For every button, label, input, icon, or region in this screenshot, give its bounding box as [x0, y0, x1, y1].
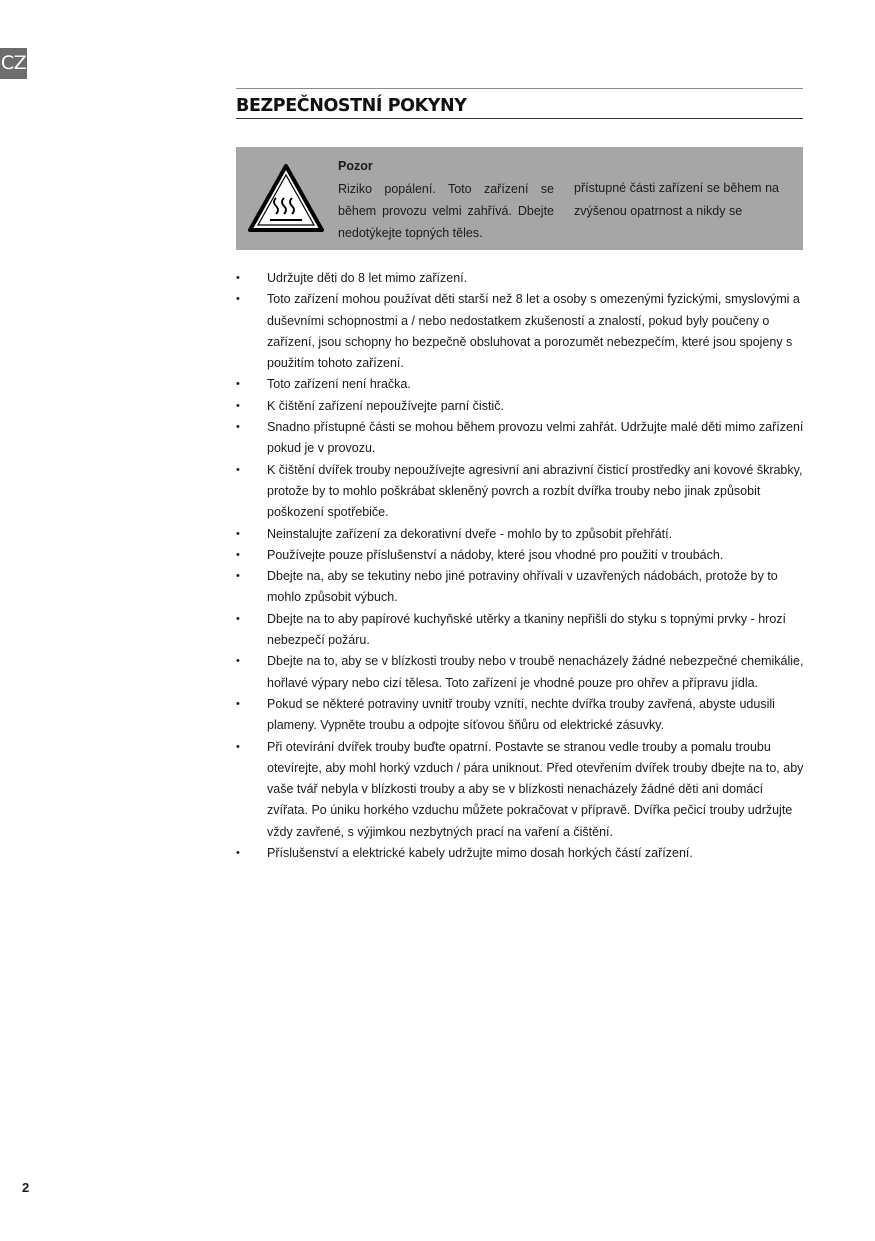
page-number: 2 — [22, 1180, 30, 1195]
list-item — [236, 417, 806, 460]
list-item-text: Neinstalujte zařízení za dekorativní dveře - mohlo by to způsobit přehřátí. — [267, 526, 673, 541]
title-rule-bottom — [236, 118, 803, 119]
list-item — [236, 545, 806, 566]
list-item — [236, 737, 806, 843]
bullet-marker: • — [236, 548, 240, 561]
bullet-marker: • — [236, 378, 240, 391]
list-item-text: Používejte pouze příslušenství a nádoby, které jsou vhodné pro použití v troubách. — [267, 547, 724, 562]
list-item-text: Snadno přístupné části se mohou během provozu velmi zahřát. Udržujte malé děti mimo zařízení pokud je v provozu. — [267, 420, 804, 456]
warning-box — [236, 147, 803, 250]
list-item — [236, 651, 806, 694]
safety-instructions-list — [236, 268, 806, 864]
bullet-marker: • — [236, 697, 240, 710]
bullet-marker: • — [236, 847, 240, 860]
list-item-text: Udržujte děti do 8 let mimo zařízení. — [267, 271, 468, 285]
list-item — [236, 396, 806, 417]
bullet-marker: • — [236, 421, 240, 434]
bullet-marker: • — [236, 570, 240, 583]
warning-text-right: přístupné části zařízení se během na zvýšenou opatrnost a nikdy se — [574, 181, 779, 218]
bullet-marker: • — [236, 612, 240, 625]
list-item-text: Při otevírání dvířek trouby buďte opatrní. Postavte se stranou vedle trouby a pomalu troubu otevírejte, aby mohl horký vzduch / pára uniknout. Před otevřením dvířek trouby dbejte na to, aby vaše tvář nebyla v blízkosti trouby a aby se v blízkosti nenacházely žádné děti ani domácí zvířata. Po úniku horkého vzduchu můžete pokračovat v přípravě. Dvířka pečicí trouby udržujte vždy zavřené, s výjimkou nezbytných prací na vaření a čištění. — [267, 739, 804, 839]
bullet-marker: • — [236, 527, 240, 540]
bullet-marker: • — [236, 293, 240, 306]
list-item-text: Dbejte na to, aby se v blízkosti trouby nebo v troubě nenacházely žádné nebezpečné chemikálie, hořlavé výpary nebo cizí tělesa. Toto zařízení je vhodné pouze pro ohřev a přípravu jídla. — [267, 654, 804, 690]
list-item — [236, 460, 806, 524]
list-item-text: Pokud se některé potraviny uvnitř trouby vznítí, nechte dvířka trouby zavřená, abyste udusili plameny. Vypněte troubu a odpojte síťovou šňůru od elektrické zásuvky. — [267, 696, 775, 733]
list-item — [236, 694, 806, 737]
bullet-marker: • — [236, 399, 240, 412]
warning-heading: Pozor — [338, 159, 373, 173]
list-item-text: Toto zařízení mohou používat děti starší než 8 let a osoby s omezenými fyzickými, smyslovými a duševními schopnostmi a / nebo nedostatkem zkušeností a znalostí, pokud byly poučeny o zařízení, jsou schopny ho bezpečně obsluhovat a porozumět nebezpečím, které jsou spojeny s použitím tohoto zařízení. — [267, 292, 800, 371]
list-item-text: Dbejte na, aby se tekutiny nebo jiné potraviny ohřívali v uzavřených nádobách, protože by to mohlo způsobit výbuch. — [267, 569, 778, 605]
list-item-text: Dbejte na to aby papírové kuchyňské utěrky a tkaniny nepřišli do styku s topnými prvky - hrozí nebezpečí požáru. — [267, 611, 786, 648]
bullet-marker: • — [236, 655, 240, 668]
list-item — [236, 609, 806, 652]
list-item-text: Příslušenství a elektrické kabely udržujte mimo dosah horkých částí zařízení. — [267, 846, 693, 861]
list-item-text: Toto zařízení není hračka. — [267, 377, 411, 392]
list-item-text: K čištění zařízení nepoužívejte parní čistič. — [267, 398, 504, 413]
bullet-marker: • — [236, 740, 240, 753]
list-item — [236, 289, 806, 374]
warning-text-left: Riziko popálení. Toto zařízení se během provozu velmi zahřívá. Dbejte nedotýkejte topných těles. — [338, 182, 554, 240]
page-title: BEZPEČNOSTNÍ POKYNY — [236, 96, 467, 116]
list-item — [236, 374, 806, 395]
hot-surface-warning-icon — [246, 162, 326, 234]
language-tab: CZ — [0, 48, 27, 79]
list-item — [236, 524, 806, 545]
title-rule-top — [236, 88, 803, 89]
bullet-marker: • — [236, 463, 240, 476]
list-item — [236, 566, 806, 609]
list-item-text: K čištění dvířek trouby nepoužívejte agresivní ani abrazivní čisticí prostředky ani kovové škrabky, protože by to mohlo poškrábat skleněný povrch a rozbít dvířka trouby nebo jinak způsobit poškození spotřebiče. — [267, 462, 803, 520]
bullet-marker: • — [236, 272, 240, 284]
list-item — [236, 268, 806, 289]
list-item — [236, 843, 806, 864]
